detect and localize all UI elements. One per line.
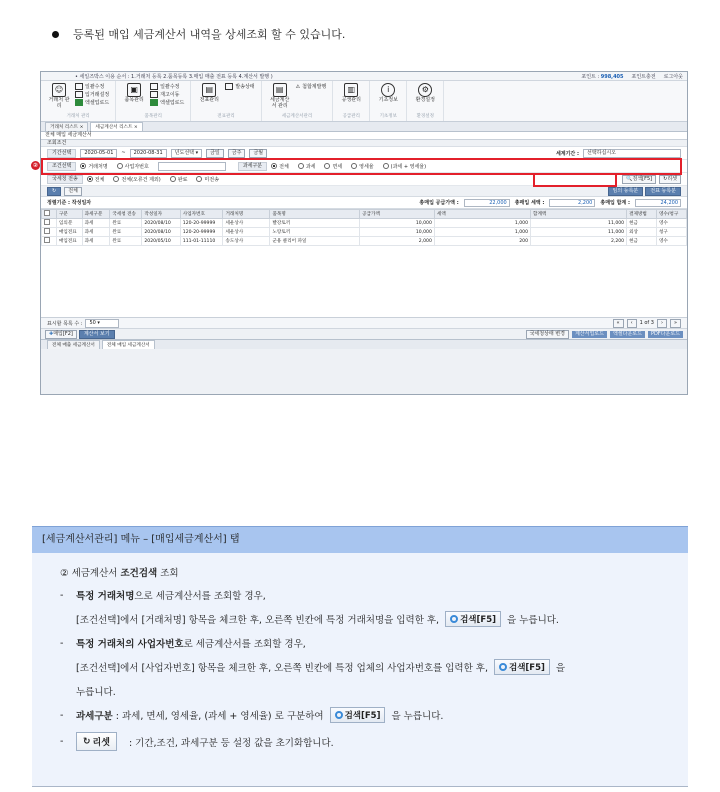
slip-manage-label: 전표관리 [199,97,219,103]
page-indicator: 1 of 3 [639,320,654,326]
section-number: ② [60,568,69,579]
table-cell: 외상 [627,228,657,237]
table-cell: 과세 [82,228,110,237]
ribbon-group-label: 공급관리 [342,114,360,119]
summary-row [41,197,687,209]
col-header[interactable]: 사업자번호 [180,210,223,219]
period-label: 기간선택 [47,149,76,158]
item-text: : 기간,조건, 과세구분 등 설정 값을 초기화합니다. [128,737,334,749]
reset-button[interactable] [659,175,681,184]
tax-total-label: 총매입 세액 : [514,200,545,206]
table-cell: 2,200 [531,237,627,246]
doc-icon [150,91,158,98]
client-bulk-edit-button[interactable] [75,83,109,90]
item-text: 으로 세금계산서를 조회할 경우, [134,591,266,602]
pager [41,318,687,329]
person-icon: ☺ [52,83,66,97]
tax-total-value: 2,200 [549,199,595,207]
table-cell: 11,000 [531,228,627,237]
item-bold: 과세구분 [76,711,113,722]
table-cell: 과세 [82,219,110,228]
settings-button[interactable] [413,83,437,104]
table-cell: 완료 [110,219,142,228]
all-button[interactable]: 전체 [64,187,82,196]
radio-nts-unsent[interactable] [196,176,219,183]
last-page-button[interactable]: » [670,319,681,328]
tab-sales-invoice[interactable]: 전체 매출 세금계산서 [47,340,100,349]
panel-subtitle: 조회조건 [41,140,687,147]
table-cell: 완료 [110,237,142,246]
tab-purchase-invoice[interactable]: 전체 매입 세금계산서 [102,340,155,349]
table-cell: 2020/08/10 [142,228,180,237]
client-setting-button[interactable] [75,91,109,98]
search-button-label: 검색[F5] [344,711,381,721]
gear-icon: ⚙ [418,83,432,97]
table-cell: 군용 클리어 파일 [270,237,360,246]
table-cell: 120-20-99999 [180,228,223,237]
table-cell: 매입전표 [56,228,82,237]
item-excel-upload-button[interactable] [150,99,184,106]
radio-nts-no-error[interactable] [113,176,160,183]
invoice-upload-button[interactable]: 계산서업로드 [572,331,607,338]
stock-move-label: 재고이동 [160,92,180,98]
slip-registered-button[interactable]: 전표 등록분 [645,187,681,196]
stock-move-button[interactable] [150,91,184,98]
point-charge-button[interactable]: 포인트충전 [631,73,656,80]
search-button-label: 검색[F5] [632,175,653,182]
table-cell: 송도상사 [223,237,270,246]
doc-icon [75,91,83,98]
search-icon [499,663,507,671]
tab-label: 세금계산서 리스트 [95,125,133,130]
rows-per-page-value: 50 [89,319,96,326]
tax-type-label: 과세구분 [238,162,267,171]
item-text: [조건선택]에서 [거래처명] 항목을 체크한 후, 오른쪽 빈칸에 특정 거래처명을 입력한 후, [76,615,440,626]
table-cell: 임의분 [56,219,82,228]
col-header[interactable]: 결제방법 [627,210,657,219]
item-text: 누릅니다. [76,687,116,698]
refresh-icon: ↻ [83,736,91,747]
rows-per-page-label: 표시할 목록 수 : [47,320,83,327]
item-manage-button[interactable] [122,83,146,104]
first-page-button[interactable]: « [613,319,624,328]
section-pre: 세금계산서 [71,568,118,579]
description-panel [32,526,688,787]
usage-notice: • 세일즈박스 이용 순서 : 1.거래처 등록 2.품목등록 3.매입 매출 전표 등록 4.계산서 발행 ) [75,73,273,80]
ribbon-group-tax-invoice [262,81,334,121]
manual-registered-button[interactable]: 임의 등록분 [608,187,644,196]
col-header[interactable]: 영수/청구 [656,210,686,219]
purchase-f2-button[interactable] [45,330,77,339]
document-tabs [41,122,687,132]
ribbon-group-label: 품목관리 [144,114,162,119]
send-status-button[interactable] [225,83,254,90]
table-cell: 영수 [656,219,686,228]
col-header[interactable]: 품목명 [270,210,360,219]
table-row[interactable] [42,228,687,237]
doc-icon [225,83,233,90]
radio-label: 과세 [305,163,316,170]
col-header[interactable]: 작성일자 [142,210,180,219]
radio-label: 면세 [332,163,343,170]
search-button-label: 검색[F5] [509,663,545,673]
close-icon[interactable]: × [79,125,84,130]
warning-icon: ⚠ [295,83,301,90]
year-select-value: 년도선택 [174,149,194,156]
row-checkbox[interactable] [42,237,57,246]
ribbon-group-label: 환경설정 [416,114,434,119]
table-cell: 10,000 [360,228,435,237]
table-row[interactable] [42,237,687,246]
invoice-icon: ▤ [273,83,287,97]
col-header[interactable]: 과세구분 [82,210,110,219]
col-header[interactable]: 합계액 [531,210,627,219]
combined-issue-label: 첨합계발행 [302,84,327,90]
client-excel-upload-button[interactable] [75,99,109,106]
col-header[interactable]: 거래처명 [223,210,270,219]
this-week-button[interactable]: 금주 [228,149,246,158]
supply-manage-label: 공생관리 [341,97,361,103]
radio-nts-done[interactable] [170,176,188,183]
app-window [40,71,688,395]
table-cell: 청구 [656,228,686,237]
ribbon-group-label: 세금계산서관리 [281,114,313,119]
table-cell: 현금 [627,237,657,246]
slip-manage-button[interactable] [197,83,221,104]
supply-manage-button[interactable] [339,83,363,104]
radio-label: 전체 [279,163,289,170]
next-page-button[interactable]: › [657,319,667,328]
combined-issue-button[interactable] [296,83,327,90]
search-button-illustration [445,611,501,627]
ribbon-group-supply [333,81,370,121]
ribbon-group-slip [191,81,261,121]
date-from-input[interactable]: 2020-05-01 [80,149,117,158]
reset-button-illustration [76,732,117,751]
radio-label: 전체(오류건 제외) [121,176,161,183]
top-bar [41,72,687,81]
item-manage-label: 품목관리 [124,97,144,103]
table-cell: 120-20-99999 [180,219,223,228]
supply-total-value: 22,000 [464,199,510,207]
radio-label: (과세 + 영세율) [390,163,427,170]
sub-period-select[interactable] [583,149,681,158]
doc-icon [150,83,158,90]
client-manage-label: 거래처 관리 [48,97,70,109]
radio-label: 영세율 [359,163,374,170]
table-cell: 11,000 [531,219,627,228]
table-cell: 10,000 [360,219,435,228]
pdf-download-button[interactable]: PDF다운로드 [648,331,683,338]
list-item: - 과세구분 : 과세, 면세, 영세율, (과세 + 영세율) 로 구분하여 검색[F5] 을 누릅니다. [60,707,660,723]
ribbon-group-settings [407,81,444,121]
invoice-grid [41,209,687,318]
tab-label: 거래처 리스트 [50,125,79,130]
send-status-label: 발송상태 [235,84,255,90]
intro-text: 등록된 매입 세금계산서 내역을 상세조회 할 수 있습니다. [73,28,346,41]
description-header: [세금계산서관리] 메뉴 – [매입세금계산서] 탭 [32,526,688,553]
table-cell: 현금 [627,219,657,228]
list-item: - ↻ 리셋 : 기간,조건, 과세구분 등 설정 값을 초기화합니다. [60,732,660,751]
table-cell: 2020/05/10 [142,237,180,246]
list-item [60,611,660,627]
item-bold: 특정 거래처의 사업자번호 [76,639,184,650]
item-text: [조건선택]에서 [사업자번호] 항목을 체크한 후, 오른쪽 빈칸에 특정 업체의 사업자번호를 입력한 후, [76,663,488,674]
table-cell: 완료 [110,228,142,237]
ribbon-group-label: 거래처 관리 [66,114,90,119]
panel-title: 전체 매입 세금계산서 [41,132,687,140]
item-bulk-edit-label: 일괄수정 [160,84,180,90]
item-text: 을 누릅니다. [507,615,559,626]
table-cell: 2,000 [360,237,435,246]
client-setting-label: 입거래설정 [85,92,110,98]
ribbon-group-basic-info [370,81,407,121]
table-cell: 1,000 [434,219,530,228]
basic-info-button[interactable] [376,83,400,104]
grid-header [42,210,687,219]
nts-status-change-button[interactable]: 국세청상태 변경 [526,330,569,339]
search-button[interactable] [622,175,656,184]
points-display [581,73,623,80]
item-text: 을 누릅니다. [391,711,444,722]
table-cell: 과세 [82,237,110,246]
sort-basis: 정렬기준 : 작성일자 [47,200,92,206]
tab-tax-invoice-list[interactable] [90,122,142,131]
sub-period-value: 선택하십시오 [587,149,616,156]
item-excel-upload-label: 엑셀업로드 [160,100,185,106]
client-excel-upload-label: 엑셀업로드 [85,100,110,106]
ribbon-group-label: 기초정보 [379,114,397,119]
view-invoice-button[interactable]: 계산서 보기 [79,330,115,339]
ribbon-group-client [41,81,116,121]
section-title [60,565,660,579]
radio-nts-all[interactable] [87,176,105,183]
table-cell: 영수 [656,237,686,246]
table-cell: 세운상사 [223,228,270,237]
table-cell: 노랑토끼 [270,228,360,237]
tax-invoice-manage-label: 세금계산서 관리 [269,97,290,109]
section-bold: 조건검색 [120,568,158,579]
tilde-separator: ~ [121,150,126,156]
excel-download-button[interactable]: 엑셀다운로드 [610,331,645,338]
col-header[interactable]: 국세청 전송 [110,210,142,219]
search-icon [335,711,343,719]
section-post: 조회 [160,568,179,579]
table-cell: 빨강토끼 [270,219,360,228]
condition-label: 조건선택 [47,162,76,171]
excel-icon [75,99,83,106]
grand-total-value: 24,200 [635,199,681,207]
supply-total-label: 총매입 공급가액 : [419,200,459,206]
search-button-illustration [330,707,386,723]
list-item: - 특정 거래처명 으로 세금계산서를 조회할 경우, [60,589,266,602]
select-all-checkbox[interactable] [42,210,57,219]
reset-button-label: 리셋 [92,738,110,748]
radio-label: 전체 [94,176,105,183]
list-item [60,659,660,675]
radio-label: 완료 [177,176,188,183]
today-button[interactable]: 금일 [206,149,224,158]
list-toolbar [41,186,687,197]
rows-per-page-select[interactable]: 50 ▾ [85,319,119,328]
basic-info-label: 기초정보 [378,97,398,103]
sub-period-label: 세계기간 : [555,150,579,157]
refresh-icon: ↻ [663,175,668,182]
table-row[interactable] [42,219,687,228]
box-icon: ▣ [127,83,141,97]
prev-page-button[interactable]: ‹ [627,319,637,328]
tax-invoice-manage-button[interactable] [268,83,292,109]
radio-label: 거래처명 [88,163,108,170]
search-icon [450,615,458,623]
points-label: 포인트 : [581,73,600,80]
chart-icon: ▥ [344,83,358,97]
search-button-illustration [494,659,550,675]
this-month-button[interactable]: 금월 [249,149,267,158]
reset-button-label: 리셋 [667,175,677,182]
col-header[interactable]: 세액 [434,210,530,219]
bullet-icon [52,31,59,38]
item-bold: 특정 거래처명 [76,591,135,602]
item-text: 을 [555,663,566,674]
list-item: - 특정 거래처의 사업자번호 로 세금계산서를 조회할 경우, [60,637,306,650]
excel-icon [150,99,158,106]
settings-label: 환경설정 [415,97,435,103]
row-checkbox[interactable] [42,228,57,237]
client-manage-button[interactable] [47,83,71,109]
search-button-label: 검색[F5] [460,615,497,625]
refresh-list-button[interactable]: ↻ [47,187,61,196]
item-bulk-edit-button[interactable] [150,83,184,90]
logout-button[interactable]: 로그아웃 [663,73,683,80]
date-to-input[interactable]: 2020-08-31 [130,149,167,158]
col-header[interactable]: 공급가액 [360,210,435,219]
intro-line [52,26,345,42]
client-bulk-edit-label: 일괄수정 [85,84,105,90]
radio-label: 사업자번호 [124,163,149,170]
doc-icon [75,83,83,90]
list-item [60,684,660,698]
radio-label: 미전송 [204,176,219,183]
bottom-tabs [41,339,687,349]
highlight-input-box [533,173,617,187]
table-cell: 200 [434,237,530,246]
points-value: 998,405 [600,73,624,80]
ribbon-group-item [116,81,191,121]
nts-label: 국세청 전송 [47,175,83,184]
year-select[interactable]: 년도선택 ▾ [171,149,202,158]
purchase-f2-label: 매입[F2] [53,330,73,337]
row-checkbox[interactable] [42,219,57,228]
slip-icon: ▤ [202,83,216,97]
table-cell: 1,000 [434,228,530,237]
tab-client-list[interactable] [45,122,88,131]
table-cell: 매입전표 [56,237,82,246]
item-text: 로 세금계산서를 조회할 경우, [183,639,306,650]
item-text: : 과세, 면세, 영세율, (과세 + 영세율) 로 구분하여 [115,711,324,722]
table-cell: 111-01-11110 [180,237,223,246]
table-cell: 세운상사 [223,219,270,228]
ribbon-group-label: 전표관리 [217,114,235,119]
table-cell: 2020/08/10 [142,219,180,228]
grand-total-label: 총매입 합계 : [600,200,630,206]
col-header[interactable]: 구분 [56,210,82,219]
info-icon: i [381,83,395,97]
ribbon [41,81,687,122]
plus-icon: ✚ [49,330,54,337]
bottom-toolbar [41,329,687,339]
step-badge: ② [32,162,39,169]
close-icon[interactable]: × [133,125,138,130]
search-icon: 🔍 [626,175,633,182]
